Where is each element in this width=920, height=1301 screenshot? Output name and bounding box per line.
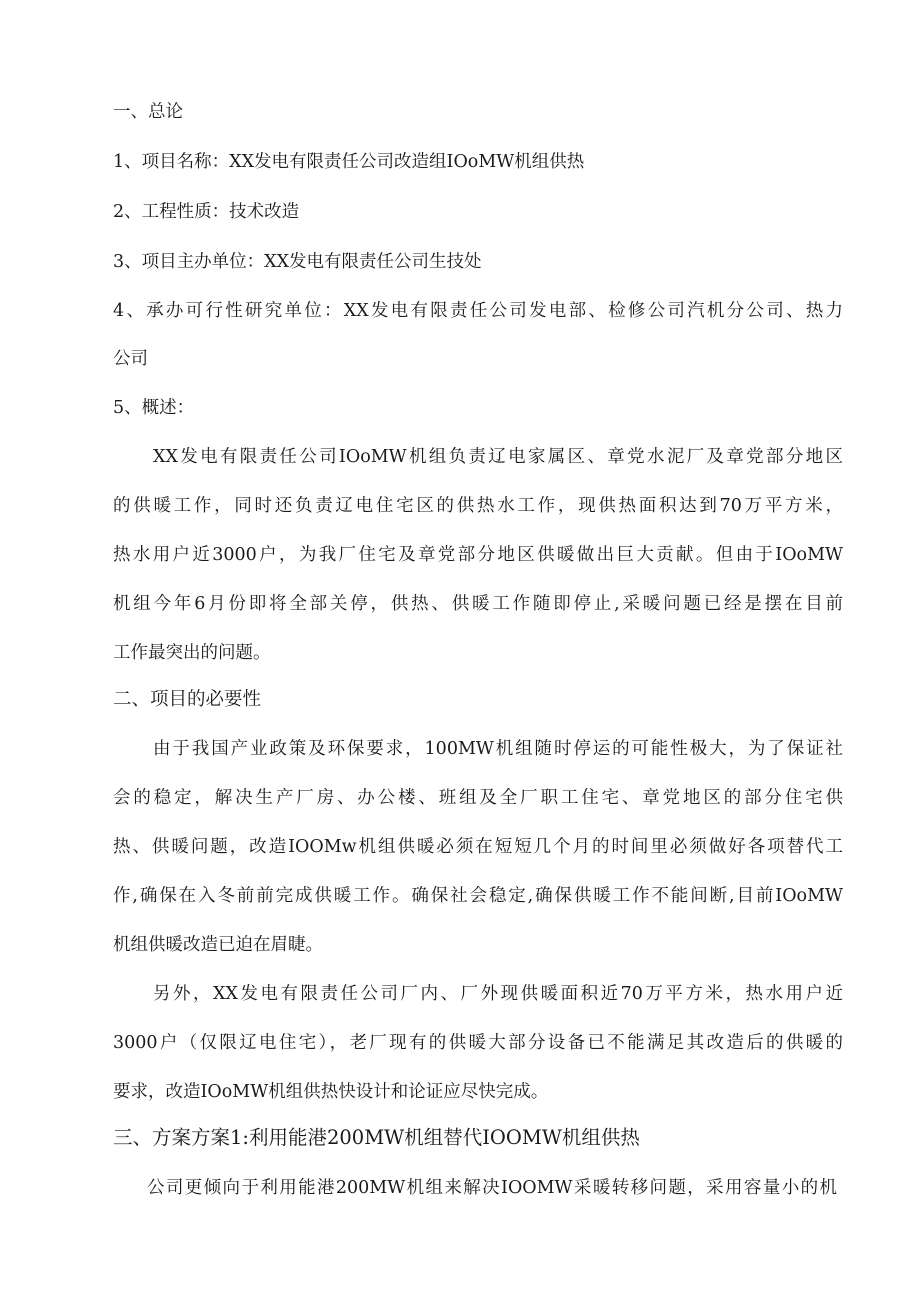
additional-line: 3000户（仅限辽电住宅），老厂现有的供暖大部分设备已不能满足其改造后的供暖的 xyxy=(113,1033,843,1053)
overview-line: 机组今年6月份即将全部关停，供热、供暖工作随即停止,采暖问题已经是摆在目前 xyxy=(113,594,843,614)
necessity-line: 作,确保在入冬前前完成供暖工作。确保社会稳定,确保供暖工作不能间断,目前IOoMW xyxy=(113,886,843,906)
overview-line: XX发电有限责任公司IOoMW机组负责辽电家属区、章党水泥厂及章党部分地区 xyxy=(153,447,843,467)
necessity-line: 机组供暖改造已迫在眉睫。 xyxy=(113,935,323,955)
overview-line: 热水用户近3000户，为我厂住宅及章党部分地区供暖做出巨大贡献。但由于IOoMW xyxy=(113,545,843,565)
necessity-line: 会的稳定，解决生产厂房、办公楼、班组及全厂职工住宅、章党地区的部分住宅供 xyxy=(113,788,843,808)
additional-line: 要求，改造IOoMW机组供热快设计和论证应尽快完成。 xyxy=(113,1082,549,1102)
section-heading-general: 一、总论 xyxy=(113,102,183,122)
necessity-line: 热、供暖问题，改造IOOMw机组供暖必须在短短几个月的时间里必须做好各项替代工 xyxy=(113,837,843,857)
plan-line: 公司更倾向于利用能港200MW机组来解决IOOMW采暖转移问题，采用容量小的机 xyxy=(147,1178,837,1198)
item-project-name: 1、项目名称：XX发电有限责任公司改造组IOoMW机组供热 xyxy=(113,152,585,172)
additional-line: 另外，XX发电有限责任公司厂内、厂外现供暖面积近70万平方米，热水用户近 xyxy=(153,984,843,1004)
section-heading-necessity: 二、项目的必要性 xyxy=(113,689,262,710)
item-research-unit: 4、承办可行性研究单位：XX发电有限责任公司发电部、检修公司汽机分公司、热力 xyxy=(113,301,843,321)
overview-line: 工作最突出的问题。 xyxy=(113,643,271,663)
item-research-unit-cont: 公司 xyxy=(113,349,148,369)
overview-line: 的供暖工作，同时还负责辽电住宅区的供热水工作，现供热面积达到70万平方米， xyxy=(113,496,843,516)
necessity-line: 由于我国产业政策及环保要求，100MW机组随时停运的可能性极大，为了保证社 xyxy=(153,739,843,759)
item-overview-label: 5、概述： xyxy=(113,398,195,418)
section-heading-plan: 三、方案方案1:利用能港200MW机组替代IOOMW机组供热 xyxy=(113,1126,640,1149)
item-sponsor-unit: 3、项目主办单位：XX发电有限责任公司生技处 xyxy=(113,252,482,272)
item-project-nature: 2、工程性质：技术改造 xyxy=(113,202,300,222)
